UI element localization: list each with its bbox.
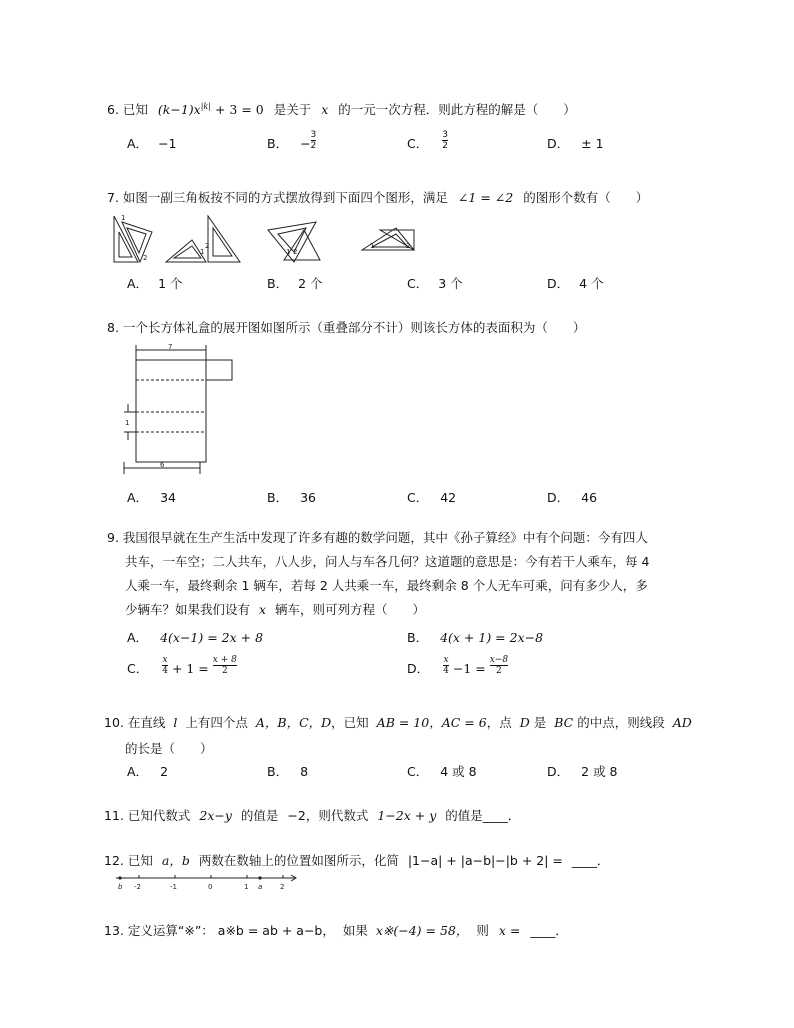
q10-option-d[interactable]: D． 2 或 8	[547, 764, 618, 779]
q12-number-line	[112, 872, 302, 894]
q7-option-b[interactable]: B． 2 个	[267, 276, 323, 291]
q9-option-b[interactable]: B． 4(x + 1) = 2x−8	[407, 630, 544, 645]
q9-line-4: 少辆车？如果我们设有 x 辆车，则可列方程（ ）	[125, 602, 426, 617]
svg-text:2: 2	[143, 254, 148, 262]
svg-text:1: 1	[200, 248, 205, 256]
q7-stem: 7. 如图一副三角板按不同的方式摆放得到下面四个图形，满足 ∠1 = ∠2 的图形个数有（ ）	[107, 190, 649, 205]
q9-line-3: 人乘一车，最终剩余 1 辆车，若每 2 人共乘一车，最终剩余 8 个人无车可乘，问有多少人，多	[125, 578, 648, 593]
svg-text:2: 2	[293, 248, 298, 256]
svg-text:-2: -2	[134, 883, 141, 891]
q9-line-1: 9. 我国很早就在生产生活中发现了许多有趣的数学问题，其中《孙子算经》中有个问题：今有四人	[107, 530, 648, 545]
q9-option-a[interactable]: A． 4(x−1) = 2x + 8	[127, 630, 264, 645]
q8-option-a[interactable]: A． 34	[127, 490, 176, 505]
q6-option-b[interactable]: B． − $\frac{3}{2}$	[267, 130, 317, 151]
svg-text:1: 1	[244, 883, 249, 891]
q8-option-b[interactable]: B． 36	[267, 490, 316, 505]
q10-option-a[interactable]: A． 2	[127, 764, 169, 779]
q9-option-d[interactable]: D． $\frac{x}{4}$ −1 = $\frac{x-8}{2}$	[407, 655, 509, 676]
q7-option-a[interactable]: A． 1 个	[127, 276, 183, 291]
q6-option-a[interactable]: A． −1	[127, 136, 177, 151]
q7-option-c[interactable]: C． 3 个	[407, 276, 463, 291]
q7-option-d[interactable]: D． 4 个	[547, 276, 604, 291]
svg-text:2: 2	[205, 242, 210, 250]
q8-stem: 8. 一个长方体礼盒的展开图如图所示（重叠部分不计）则该长方体的表面积为（ ）	[107, 320, 586, 335]
q8-option-c[interactable]: C． 42	[407, 490, 457, 505]
svg-text:7: 7	[168, 343, 173, 351]
svg-text:-1: -1	[170, 883, 177, 891]
q10-option-c[interactable]: C． 4 或 8	[407, 764, 477, 779]
q6-option-d[interactable]: D． ± 1	[547, 136, 604, 151]
svg-text:6: 6	[160, 461, 165, 469]
svg-text:2: 2	[406, 242, 411, 250]
q10-stem-line-2: 的长是（ ）	[125, 741, 213, 756]
svg-text:1: 1	[125, 419, 130, 427]
q11-stem: 11. 已知代数式 2x−y 的值是 −2，则代数式 1−2x + y 的值是____．	[104, 808, 521, 823]
q6-expression: $(k-1)x^{|k|} + 3 = 0$	[157, 101, 264, 117]
q6-stem: 6. 已知 $(k-1)x^{|k|} + 3 = 0$ 是关于 x 的一元一次方程．则此方程的解是（ ）	[107, 101, 576, 117]
q12-stem: 12. 已知 a，b 两数在数轴上的位置如图所示，化简 |1−a| + |a−b|−|b + 2| = ____．	[104, 853, 610, 868]
svg-text:1: 1	[121, 214, 126, 222]
q7-figures	[108, 210, 428, 266]
svg-text:b: b	[118, 883, 123, 891]
q13-stem: 13. 定义运算“※”： a※b = ab + a−b， 如果 x※(−4) = 58， 则 x = ____．	[104, 923, 568, 938]
svg-text:2: 2	[280, 883, 285, 891]
q6-option-c[interactable]: C． $\frac{3}{2}$	[407, 130, 448, 151]
q9-option-c[interactable]: C． $\frac{x}{4}$ + 1 = $\frac{x + 8}{2}$	[127, 655, 237, 676]
svg-text:a: a	[258, 883, 263, 891]
q10-option-b[interactable]: B． 8	[267, 764, 309, 779]
q8-net-figure	[116, 340, 240, 478]
q7-figure-1	[114, 214, 152, 262]
q8-option-d[interactable]: D． 46	[547, 490, 598, 505]
q7-figure-2	[166, 216, 240, 262]
q9-line-2: 共车，一车空；二人共车，八人步，问人与车各几何？这道题的意思是：今有若干人乘车，每 4	[125, 554, 650, 569]
svg-text:0: 0	[208, 883, 213, 891]
q7-figure-4	[362, 228, 414, 250]
svg-text:1: 1	[370, 242, 375, 250]
svg-text:1: 1	[286, 248, 291, 256]
q7-figure-3	[268, 222, 320, 262]
q10-stem-line-1: 10. 在直线 l 上有四个点 A，B，C，D，已知 AB = 10，AC = 6，点 D 是 BC 的中点，则线段 AD	[104, 715, 692, 730]
